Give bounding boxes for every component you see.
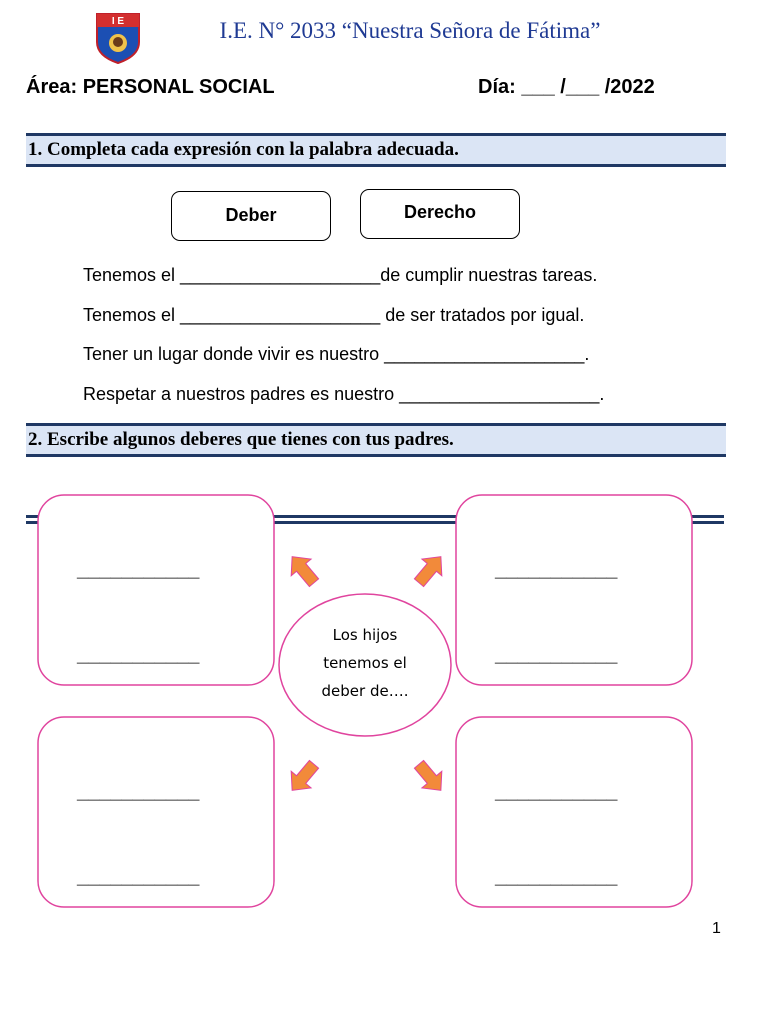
blank-line[interactable]: ___________ xyxy=(77,559,200,581)
svg-text:I E: I E xyxy=(111,16,125,27)
arrow-down-right-icon xyxy=(409,756,451,799)
blank-line[interactable]: ___________ xyxy=(77,644,200,666)
word-box-deber: Deber xyxy=(171,191,331,241)
area-label: Área: PERSONAL SOCIAL xyxy=(26,76,275,98)
date-field: Día: ___ /___ /2022 xyxy=(478,76,655,98)
blank-line[interactable]: ___________ xyxy=(495,781,618,803)
center-text-line-3: deber de…. xyxy=(321,682,409,700)
blank-line[interactable]: ___________ xyxy=(495,644,618,666)
center-text-line-2: tenemos el xyxy=(323,654,407,672)
arrow-up-left-icon xyxy=(282,548,324,591)
blank-line[interactable]: ___________ xyxy=(77,781,200,803)
section2-heading: 2. Escribe algunos deberes que tienes con tus padres. xyxy=(26,423,726,457)
blank-line[interactable]: ___________ xyxy=(77,866,200,888)
blank-line[interactable]: ___________ xyxy=(495,866,618,888)
school-title: I.E. N° 2033 “Nuestra Señora de Fátima” xyxy=(219,18,601,43)
sentence-3[interactable]: Tener un lugar donde vivir es nuestro ____________________. xyxy=(83,344,590,364)
arrow-down-left-icon xyxy=(282,756,324,799)
section1-heading: 1. Completa cada expresión con la palabra adecuada. xyxy=(26,133,726,167)
page-number: 1 xyxy=(712,920,721,937)
center-text-line-1: Los hijos xyxy=(332,626,398,644)
arrow-up-right-icon xyxy=(409,548,451,591)
sentence-2[interactable]: Tenemos el ____________________ de ser tratados por igual. xyxy=(83,305,585,325)
blank-line[interactable]: ___________ xyxy=(495,559,618,581)
word-box-derecho: Derecho xyxy=(360,189,520,239)
sentence-4[interactable]: Respetar a nuestros padres es nuestro ____________________. xyxy=(83,384,605,404)
sentence-1[interactable]: Tenemos el ____________________de cumplir nuestras tareas. xyxy=(83,265,598,285)
